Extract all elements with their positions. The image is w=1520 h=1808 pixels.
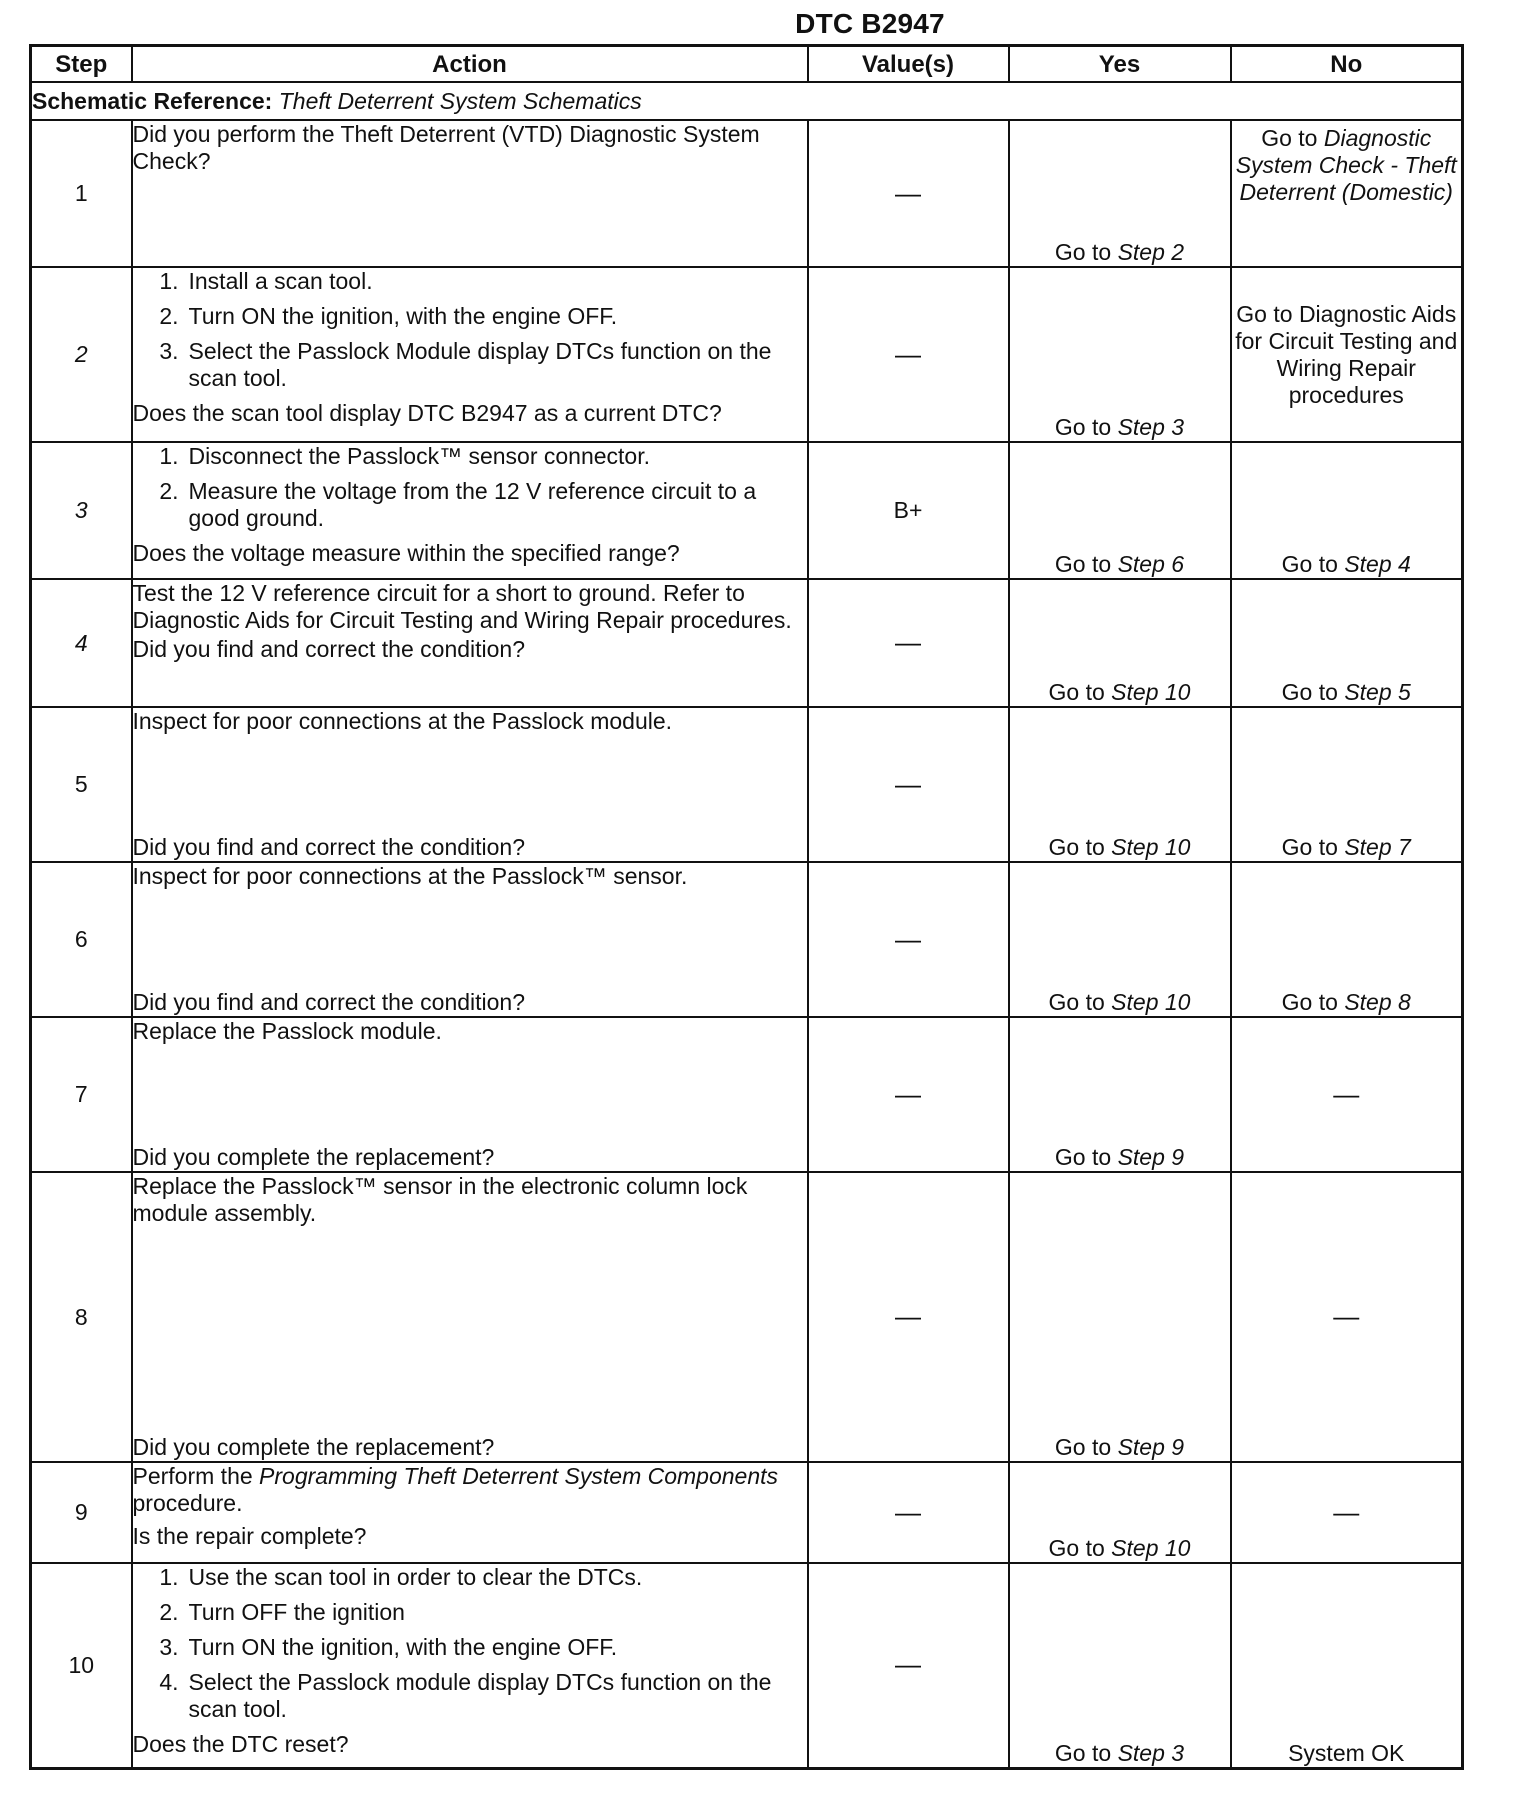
yes-link[interactable]: Step 2: [1117, 239, 1185, 265]
no-cell: [1231, 267, 1463, 442]
yes-prefix: Go to: [1048, 679, 1112, 705]
table-row: [31, 120, 1463, 267]
value-cell: [808, 579, 1009, 707]
yes-cell: [1009, 707, 1231, 862]
step-number: 6: [31, 862, 132, 1017]
list-item: 4. Select the Passlock module display DTCs function on the scan tool.: [159, 1669, 772, 1722]
header-values: Value(s): [808, 46, 1009, 83]
action-text: Replace the Passlock™ sensor in the electronic column lock module assembly.: [132, 1173, 748, 1226]
value-text: —: [895, 1078, 921, 1109]
table-row: [31, 862, 1463, 1017]
action-question: Did you complete the replacement?: [132, 1144, 495, 1170]
table-row: [31, 1462, 1463, 1563]
action-text: Perform the Programming Theft Deterrent System Components procedure.: [132, 1463, 779, 1516]
yes-cell: [1009, 579, 1231, 707]
yes-cell: [1009, 1563, 1231, 1768]
no-link[interactable]: Step 7: [1344, 834, 1411, 860]
no-link[interactable]: Go to Diagnostic Aids for Circuit Testing and Wiring Repair procedures: [1235, 300, 1458, 408]
yes-cell: [1009, 120, 1231, 267]
no-prefix: Go to: [1281, 834, 1345, 860]
action-text: Test the 12 V reference circuit for a short to ground. Refer to Diagnostic Aids for Circuit Testing and Wiring Repair procedures.: [132, 580, 792, 633]
yes-cell: [1009, 1462, 1231, 1563]
no-text: —: [1333, 1078, 1360, 1109]
step-number: 7: [31, 1017, 132, 1172]
no-link[interactable]: Diagnostic System Check - Theft Deterrent (Domestic): [1235, 125, 1457, 205]
value-text: —: [895, 768, 921, 799]
yes-prefix: Go to: [1054, 1144, 1118, 1170]
action-question: Does the scan tool display DTC B2947 as a current DTC?: [132, 400, 722, 426]
table-row: [31, 579, 1463, 707]
no-cell: [1231, 707, 1463, 862]
action-cell: [132, 120, 808, 267]
step-number: 1: [31, 120, 132, 267]
value-text: —: [895, 627, 921, 657]
action-text: Did you perform the Theft Deterrent (VTD) Diagnostic System Check?: [132, 121, 760, 174]
schematic-reference: [31, 82, 1463, 120]
table-row: [31, 442, 1463, 579]
table-row: [31, 1563, 1463, 1768]
no-cell: [1231, 1563, 1463, 1768]
value-cell: [808, 267, 1009, 442]
yes-link[interactable]: Step 6: [1117, 551, 1185, 577]
action-cell: [132, 1017, 808, 1172]
header-row: [31, 46, 1463, 83]
no-cell: [1231, 579, 1463, 707]
value-cell: [808, 1462, 1009, 1563]
no-cell: [1231, 862, 1463, 1017]
action-question: Did you find and correct the condition?: [132, 636, 526, 662]
list-item: 2. Turn OFF the ignition: [159, 1599, 405, 1625]
list-item: 2. Measure the voltage from the 12 V reference circuit to a good ground.: [159, 478, 757, 531]
list-item: 2. Turn ON the ignition, with the engine OFF.: [159, 303, 618, 329]
value-cell: [808, 1172, 1009, 1462]
value-text: —: [895, 1301, 921, 1331]
action-text: Replace the Passlock module.: [132, 1018, 442, 1044]
header-yes: Yes: [1009, 46, 1231, 83]
yes-link[interactable]: Step 10: [1111, 679, 1191, 705]
no-cell: [1231, 442, 1463, 579]
no-prefix: Go to: [1261, 125, 1324, 151]
action-cell: [132, 267, 808, 442]
yes-cell: [1009, 267, 1231, 442]
action-question: Is the repair complete?: [132, 1523, 367, 1549]
yes-link[interactable]: Step 3: [1117, 1739, 1185, 1766]
diagnostic-table: [29, 44, 1464, 1770]
yes-cell: [1009, 442, 1231, 579]
no-text: —: [1333, 1301, 1360, 1331]
yes-prefix: Go to: [1054, 551, 1118, 577]
header-no: No: [1231, 46, 1463, 83]
value-cell: [808, 707, 1009, 862]
no-cell: [1231, 120, 1463, 267]
value-cell: [808, 862, 1009, 1017]
header-action: Action: [132, 46, 808, 83]
table-row: [31, 707, 1463, 862]
action-cell: [132, 1462, 808, 1563]
schematic-reference-row: [31, 82, 1463, 120]
no-prefix: Go to: [1281, 679, 1345, 705]
value-cell: [808, 1563, 1009, 1768]
yes-prefix: Go to: [1054, 239, 1118, 265]
yes-cell: [1009, 862, 1231, 1017]
table-row: [31, 267, 1463, 442]
step-number: 5: [31, 707, 132, 862]
step-number: 10: [31, 1563, 132, 1768]
no-cell: [1231, 1172, 1463, 1462]
action-list: [133, 443, 807, 532]
action-cell: [132, 1563, 808, 1768]
yes-prefix: Go to: [1048, 834, 1112, 860]
value-text: —: [895, 338, 921, 369]
action-cell: [132, 862, 808, 1017]
action-text: Inspect for poor connections at the Passlock™ sensor.: [132, 863, 688, 889]
list-item: 1. Install a scan tool.: [159, 268, 373, 294]
no-link[interactable]: Step 8: [1344, 989, 1411, 1015]
no-cell: [1231, 1462, 1463, 1563]
action-question: Does the voltage measure within the specified range?: [132, 540, 680, 566]
table-row: [31, 1017, 1463, 1172]
step-number: 9: [31, 1462, 132, 1563]
yes-link[interactable]: Step 9: [1117, 1144, 1185, 1170]
value-text: B+: [893, 497, 923, 523]
action-cell: [132, 442, 808, 579]
action-question: Does the DTC reset?: [132, 1731, 349, 1757]
action-question: Did you find and correct the condition?: [132, 834, 526, 860]
value-text: —: [895, 923, 921, 954]
list-item: 1. Use the scan tool in order to clear the DTCs.: [159, 1564, 643, 1590]
procedure-link[interactable]: Programming Theft Deterrent System Components: [259, 1463, 779, 1489]
value-text: —: [895, 1649, 921, 1680]
yes-cell: [1009, 1017, 1231, 1172]
value-cell: [808, 120, 1009, 267]
yes-prefix: Go to: [1048, 1535, 1112, 1561]
no-cell: [1231, 1017, 1463, 1172]
yes-link[interactable]: Step 10: [1111, 989, 1191, 1015]
yes-link[interactable]: Step 9: [1117, 1434, 1185, 1460]
header-step: Step: [31, 46, 132, 83]
yes-link[interactable]: Step 10: [1111, 834, 1191, 860]
no-text: System OK: [1288, 1739, 1405, 1766]
no-text: —: [1333, 1496, 1360, 1527]
no-link[interactable]: Step 5: [1344, 679, 1411, 705]
no-link[interactable]: Step 4: [1344, 551, 1411, 577]
yes-link[interactable]: Step 3: [1117, 414, 1185, 440]
step-number: 8: [31, 1172, 132, 1462]
action-cell: [132, 707, 808, 862]
step-number: 2: [31, 267, 132, 442]
page-title: DTC B2947: [795, 8, 945, 39]
schematic-link[interactable]: Theft Deterrent System Schematics: [278, 87, 642, 114]
step-number: 3: [31, 442, 132, 579]
action-question: Did you complete the replacement?: [132, 1434, 495, 1460]
value-text: —: [895, 177, 921, 208]
action-text: Inspect for poor connections at the Passlock module.: [132, 708, 673, 734]
list-item: 1. Disconnect the Passlock™ sensor connector.: [159, 443, 651, 469]
yes-prefix: Go to: [1048, 989, 1112, 1015]
list-item: 3. Turn ON the ignition, with the engine OFF.: [159, 1634, 618, 1660]
list-item: 3. Select the Passlock Module display DTCs function on the scan tool.: [159, 338, 772, 391]
action-cell: [132, 579, 808, 707]
no-prefix: Go to: [1281, 989, 1345, 1015]
value-cell: [808, 442, 1009, 579]
yes-prefix: Go to: [1054, 1434, 1118, 1460]
yes-link[interactable]: Step 10: [1111, 1535, 1191, 1561]
action-question: Did you find and correct the condition?: [132, 989, 526, 1015]
yes-cell: [1009, 1172, 1231, 1462]
yes-prefix: Go to: [1054, 1739, 1118, 1766]
yes-prefix: Go to: [1054, 414, 1118, 440]
action-list: [133, 1564, 807, 1723]
table-row: [31, 1172, 1463, 1462]
schematic-label: Schematic Reference:: [32, 87, 273, 114]
step-number: 4: [31, 579, 132, 707]
value-text: —: [895, 1496, 921, 1527]
action-list: [133, 268, 807, 392]
action-cell: [132, 1172, 808, 1462]
no-prefix: Go to: [1281, 551, 1345, 577]
value-cell: [808, 1017, 1009, 1172]
